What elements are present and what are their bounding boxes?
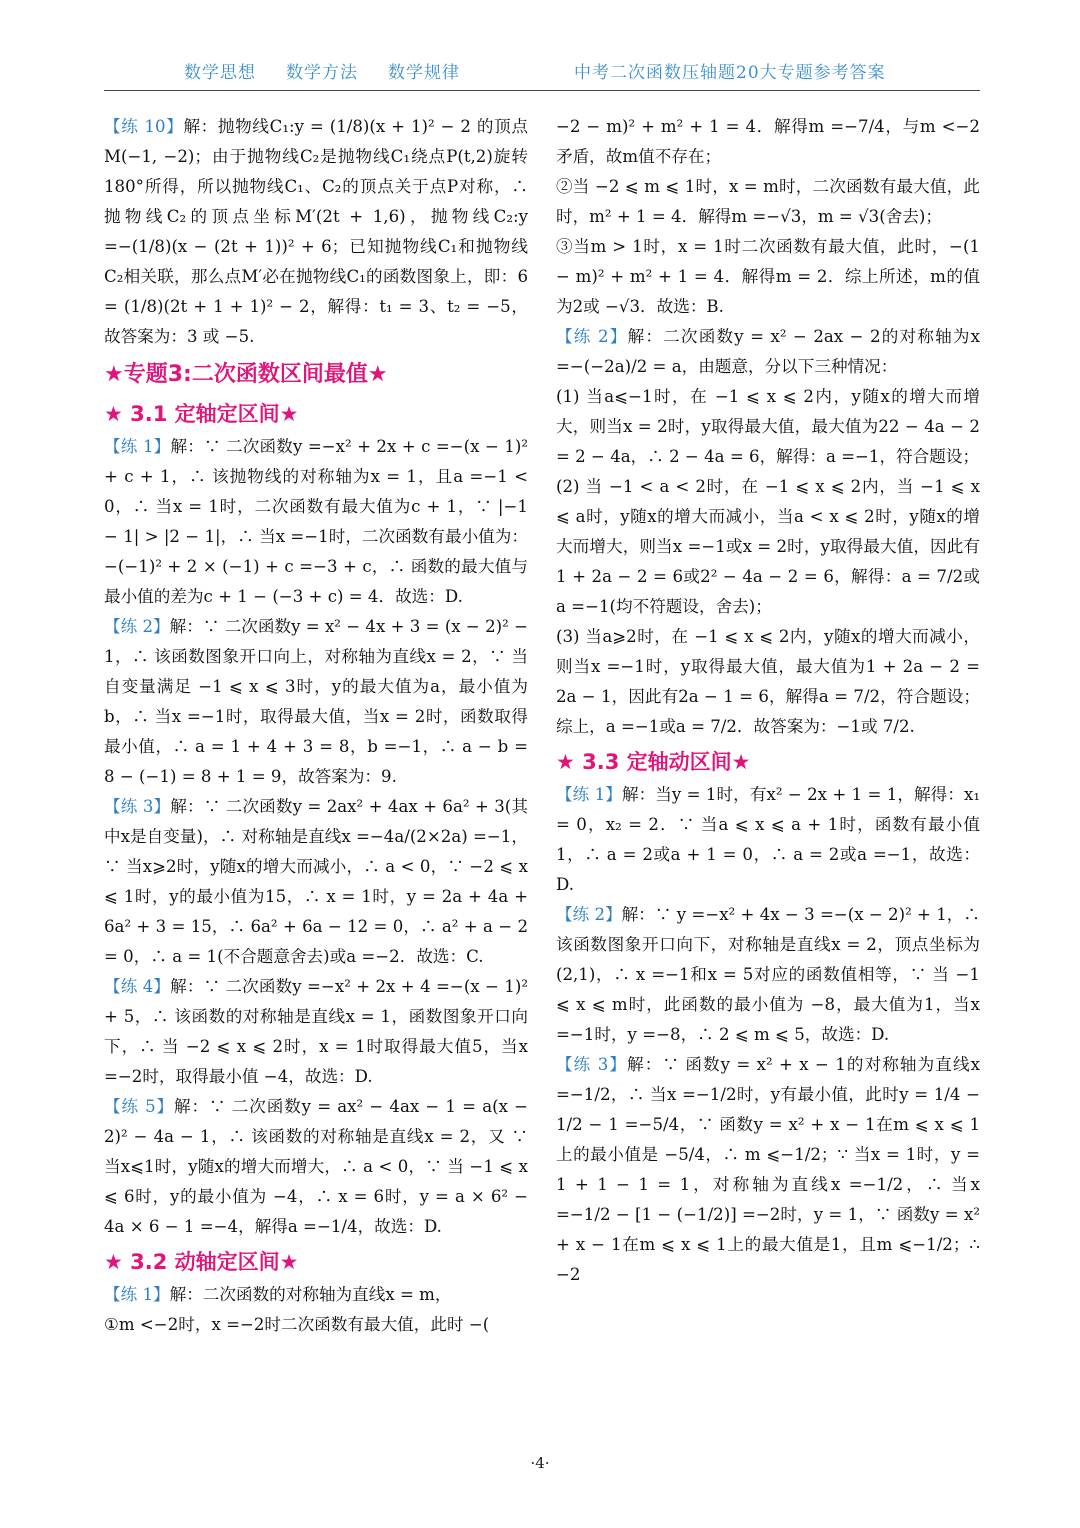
exercise-text: 解：∵ 二次函数y =−x² + 2x + c =−(x − 1)² + c + 1，∴ 该抛物线的对称轴为x = 1，且a =−1 < 0，∴ 当x = 1时，二次函数有最大值为c + 1，∵ |−1 − 1| > |2 − 1|，∴ 当x =−1时，二次函数有最小值为：−(−1)² + 2 × (−1) + c =−3 + c，∴ 函数的最大值与最小值的差为c + 1 − (−3 + c) = 4．故选：D. bbox=[104, 437, 528, 606]
header-left bbox=[184, 58, 490, 83]
s32-exercise-1-case-2: ②当 −2 ⩽ m ⩽ 1时，x = m时，二次函数有最大值，此时，m² + 1 = 4．解得m =−√3，m = √3(舍去)； bbox=[556, 177, 980, 226]
s32-exercise-2-case-1: (1) 当a⩽−1时，在 −1 ⩽ x ⩽ 2内，y随x的增大而增大，则当x = 2时，y取得最大值，最大值为22 − 4a − 2 = 2 − 4a，∴ 2 − 4a = 6，解得：a =−1，符合题设； bbox=[556, 387, 980, 466]
s33-exercise-1 bbox=[556, 780, 980, 900]
exercise-tag: 【练 5】 bbox=[104, 1097, 175, 1116]
exercise-text: 解：二次函数的对称轴为直线x = m， bbox=[169, 1285, 452, 1304]
exercise-text: 解：∵ 函数y = x² + x − 1的对称轴为直线x =−1/2，∴ 当x =−1/2时，y有最小值，此时y = 1/4 − 1/2 − 1 =−5/4，∵ 函数y = x² + x − 1在m ⩽ x ⩽ 1上的最小值是 −5/4，∴ m ⩽−1/2；∵ 当x = 1时，y = 1 + 1 − 1 = 1，对称轴为直线x =−1/2，∴ 当x =−1/2 − [1 − (−1/2)] =−2时，y = 1，∵ 函数y = x² + x − 1在m ⩽ x ⩽ 1上的最大值是1，且m ⩽−1/2；∴ −2 bbox=[556, 1055, 980, 1284]
exercise-tag: 【练 3】 bbox=[556, 1055, 628, 1074]
exercise-tag: 【练 4】 bbox=[104, 977, 171, 996]
s32-exercise-1-case-1: ①m <−2时，x =−2时二次函数有最大值，此时 −( bbox=[104, 1315, 490, 1334]
s32-exercise-1-continued: −2 − m)² + m² + 1 = 4．解得m =−7/4，与m <−2矛盾，故m值不存在； bbox=[556, 117, 980, 166]
exercise-text: 解：∵ 二次函数y =−x² + 2x + 4 =−(x − 1)² + 5，∴ 该函数的对称轴是直线x = 1，函数图象开口向下，∴ 当 −2 ⩽ x ⩽ 2时，x = 1时取得最大值5，当x =−2时，取得最小值 −4，故选：D. bbox=[104, 977, 528, 1086]
s32-exercise-1-case-3: ③当m > 1时，x = 1时二次函数有最大值，此时，−(1 − m)² + m² + 1 = 4．解得m = 2．综上所述，m的值为2或 −√3．故选：B. bbox=[556, 237, 980, 316]
section-3-2-title: ★ 3.2 动轴定区间★ bbox=[104, 1250, 299, 1274]
s31-exercise-4 bbox=[104, 972, 528, 1092]
left-column bbox=[104, 112, 528, 1340]
exercise-text: 解：抛物线C₁:y = (1/8)(x + 1)² − 2 的顶点M(−1, −2)；由于抛物线C₂是抛物线C₁绕点P(t,2)旋转180°所得，所以抛物线C₁、C₂的顶点关于点P对称，∴ 抛物线C₂的顶点坐标M′(2t + 1,6)，抛物线C₂:y =−(1/8)(x − (2t + 1))² + 6；已知抛物线C₁和抛物线C₂相关联，那么点M′必在抛物线C₁的函数图象上，即：6 = (1/8)(2t + 1 + 1)² − 2，解得：t₁ = 3、t₂ = −5，故答案为：3 或 −5. bbox=[104, 117, 528, 346]
header-item-method: 数学方法 bbox=[286, 63, 358, 83]
exercise-text: 解：二次函数y = x² − 2ax − 2的对称轴为x =−(−2a)/2 = a，由题意，分以下三种情况： bbox=[556, 327, 981, 376]
section-3-3-title: ★ 3.3 定轴动区间★ bbox=[556, 750, 751, 774]
exercise-text: 解：∵ y =−x² + 4x − 3 =−(x − 2)² + 1，∴ 该函数图象开口向下，对称轴是直线x = 2，顶点坐标为(2,1)，∴ x =−1和x = 5对应的函数值相等，∵ 当 −1 ⩽ x ⩽ m时，此函数的最小值为 −8，最大值为1，当x =−1时，y =−8，∴ 2 ⩽ m ⩽ 5，故选：D. bbox=[556, 905, 980, 1044]
page-header bbox=[104, 54, 980, 91]
s31-exercise-5 bbox=[104, 1092, 528, 1242]
exercise-tag: 【练 2】 bbox=[104, 617, 170, 636]
s31-exercise-1 bbox=[104, 432, 528, 612]
exercise-10 bbox=[104, 112, 528, 352]
s31-exercise-2 bbox=[104, 612, 528, 792]
exercise-text: 解：∵ 二次函数y = 2ax² + 4ax + 6a² + 3(其中x是自变量)，∴ 对称轴是直线x =−4a/(2×2a) =−1，∵ 当x⩾2时，y随x的增大而减小，∴ a < 0，∵ −2 ⩽ x ⩽ 1时，y的最小值为15，∴ x = 1时，y = 2a + 4a + 6a² + 3 = 15，∴ 6a² + 6a − 12 = 0，∴ a² + a − 2 = 0，∴ a = 1(不合题意舍去)或a =−2．故选：C. bbox=[104, 797, 528, 966]
section-3-1-title: ★ 3.1 定轴定区间★ bbox=[104, 402, 299, 426]
header-title: 中考二次函数压轴题20大专题参考答案 bbox=[574, 63, 886, 83]
exercise-text: 解：∵ 二次函数y = x² − 4x + 3 = (x − 2)² − 1，∴ 该函数图象开口向上，对称轴为直线x = 2，∵ 当自变量满足 −1 ⩽ x ⩽ 3时，y的最大值为a，最小值为b，∴ 当x =−1时，取得最大值，当x = 2时，函数取得最小值，∴ a = 1 + 4 + 3 = 8，b =−1，∴ a − b = 8 − (−1) = 8 + 1 = 9，故答案为：9. bbox=[104, 617, 528, 786]
s32-exercise-1 bbox=[104, 1280, 528, 1310]
exercise-tag: 【练 2】 bbox=[556, 327, 628, 346]
exercise-tag: 【练 2】 bbox=[556, 905, 622, 924]
exercise-text: 解：∵ 二次函数y = ax² − 4ax − 1 = a(x − 2)² − 4a − 1，∴ 该函数的对称轴是直线x = 2，又 ∵ 当x⩽1时，y随x的增大而增大，∴ a < 0，∵ 当 −1 ⩽ x ⩽ 6时，y的最小值为 −4，∴ x = 6时，y = a × 6² − 4a × 6 − 1 =−4，解得a =−1/4，故选：D. bbox=[104, 1097, 528, 1236]
header-item-law: 数学规律 bbox=[388, 63, 460, 83]
exercise-tag: 【练 3】 bbox=[104, 797, 171, 816]
s33-exercise-2 bbox=[556, 900, 980, 1050]
s31-exercise-3 bbox=[104, 792, 528, 972]
exercise-tag: 【练 1】 bbox=[104, 437, 171, 456]
right-column bbox=[556, 112, 980, 1290]
exercise-text: 解：当y = 1时，有x² − 2x + 1 = 1，解得：x₁ = 0，x₂ = 2．∵ 当a ⩽ x ⩽ a + 1时，函数有最小值1，∴ a = 2或a + 1 = 0，∴ a = 2或a =−1，故选：D. bbox=[556, 785, 980, 894]
exercise-tag: 【练 10】 bbox=[104, 117, 184, 136]
s32-exercise-2 bbox=[556, 322, 980, 382]
exercise-tag: 【练 1】 bbox=[556, 785, 622, 804]
page-number: ·4· bbox=[530, 1454, 550, 1472]
header-item-thought: 数学思想 bbox=[184, 63, 256, 83]
s33-exercise-3 bbox=[556, 1050, 980, 1290]
section-3-title: ★专题3:二次函数区间最值★ bbox=[104, 362, 388, 387]
s32-exercise-2-case-3: (3) 当a⩾2时，在 −1 ⩽ x ⩽ 2内，y随x的增大而减小，则当x =−1时，y取得最大值，最大值为1 + 2a − 2 = 2a − 1，因此有2a − 1 = 6，解得a = 7/2，符合题设；综上，a =−1或a = 7/2．故答案为：−1或 7/2. bbox=[556, 627, 980, 736]
exercise-tag: 【练 1】 bbox=[104, 1285, 170, 1304]
s32-exercise-2-case-2: (2) 当 −1 < a < 2时，在 −1 ⩽ x ⩽ 2内，当 −1 ⩽ x ⩽ a时，y随x的增大而减小，当a < x ⩽ 2时，y随x的增大而增大，则当x =−1或x = 2时，y取得最大值，因此有1 + 2a − 2 = 6或2² − 4a − 2 = 6，解得：a = 7/2或a =−1(均不符题设，舍去)； bbox=[556, 477, 980, 616]
